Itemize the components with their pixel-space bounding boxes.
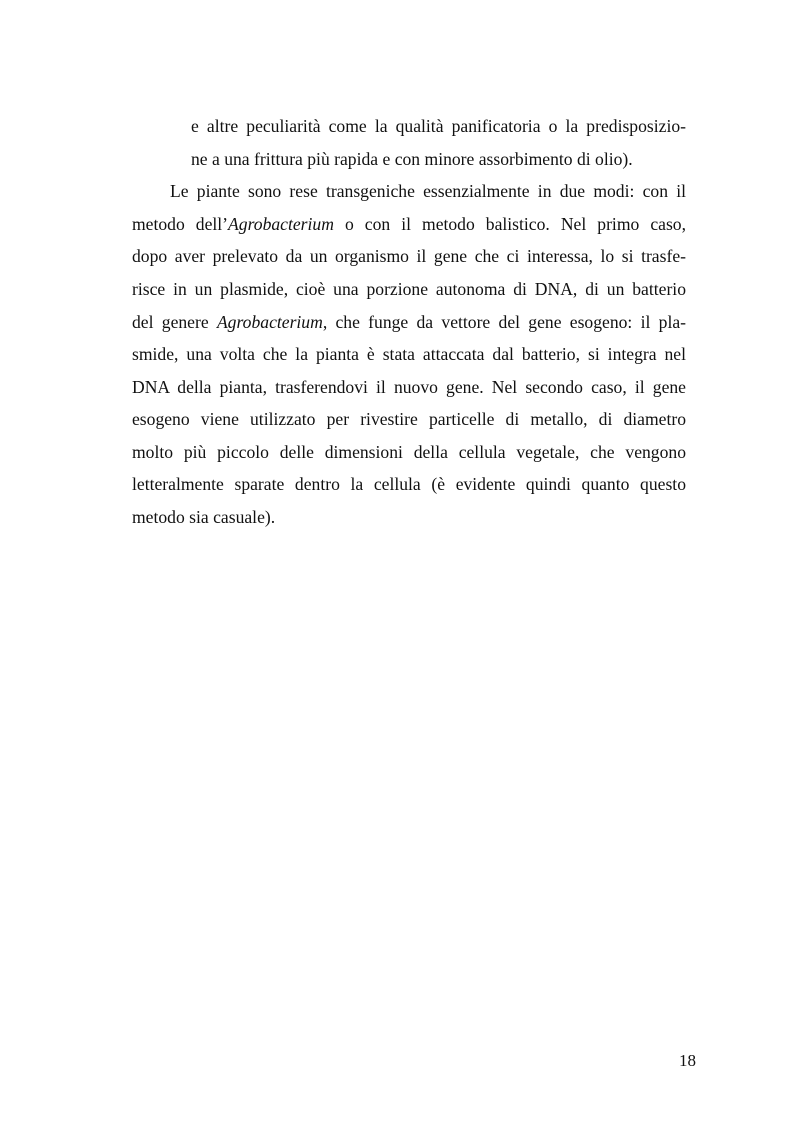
paragraph-line-10: letteralmente sparate dentro la cellula (è evidente quindi quanto questo (132, 474, 686, 494)
paragraph-line-5-text-a: del genere (132, 312, 217, 332)
paragraph-line-11: metodo sia casuale). (132, 507, 276, 527)
paragraph-line-1: Le piante sono rese transgeniche essenzialmente in due modi: con il (170, 181, 686, 201)
paragraph-line-5-text-b: , che funge da vettore del gene esogeno: il pla- (322, 312, 686, 332)
quote-line-1: e altre peculiarità come la qualità panificatoria o la predisposizio- (191, 116, 686, 136)
paragraph-line-7: DNA della pianta, trasferendovi il nuovo gene. Nel secondo caso, il gene (132, 377, 686, 397)
page-number: 18 (679, 1051, 696, 1070)
paragraph-line-2-text-a: metodo dell’ (132, 214, 229, 234)
agrobacterium-term: Agrobacterium (228, 214, 334, 234)
paragraph-line-8: esogeno viene utilizzato per rivestire particelle di metallo, di diametro (132, 409, 686, 429)
paragraph-line-9: molto più piccolo delle dimensioni della cellula vegetale, che vengono (132, 442, 686, 462)
paragraph-line-3: dopo aver prelevato da un organismo il gene che ci interessa, lo si trasfe- (132, 246, 686, 266)
agrobacterium-term: Agrobacterium (216, 312, 323, 332)
paragraph-line-6: smide, una volta che la pianta è stata attaccata dal batterio, si integra nel (132, 344, 686, 364)
paragraph-line-5 (132, 311, 686, 333)
paragraph-line-2 (132, 213, 686, 235)
paragraph-line-4: risce in un plasmide, cioè una porzione autonoma di DNA, di un batterio (132, 279, 686, 299)
quote-line-2: ne a una frittura più rapida e con minore assorbimento di olio). (191, 149, 633, 169)
paragraph-line-2-text-b: o con il metodo balistico. Nel primo caso, (333, 214, 686, 234)
